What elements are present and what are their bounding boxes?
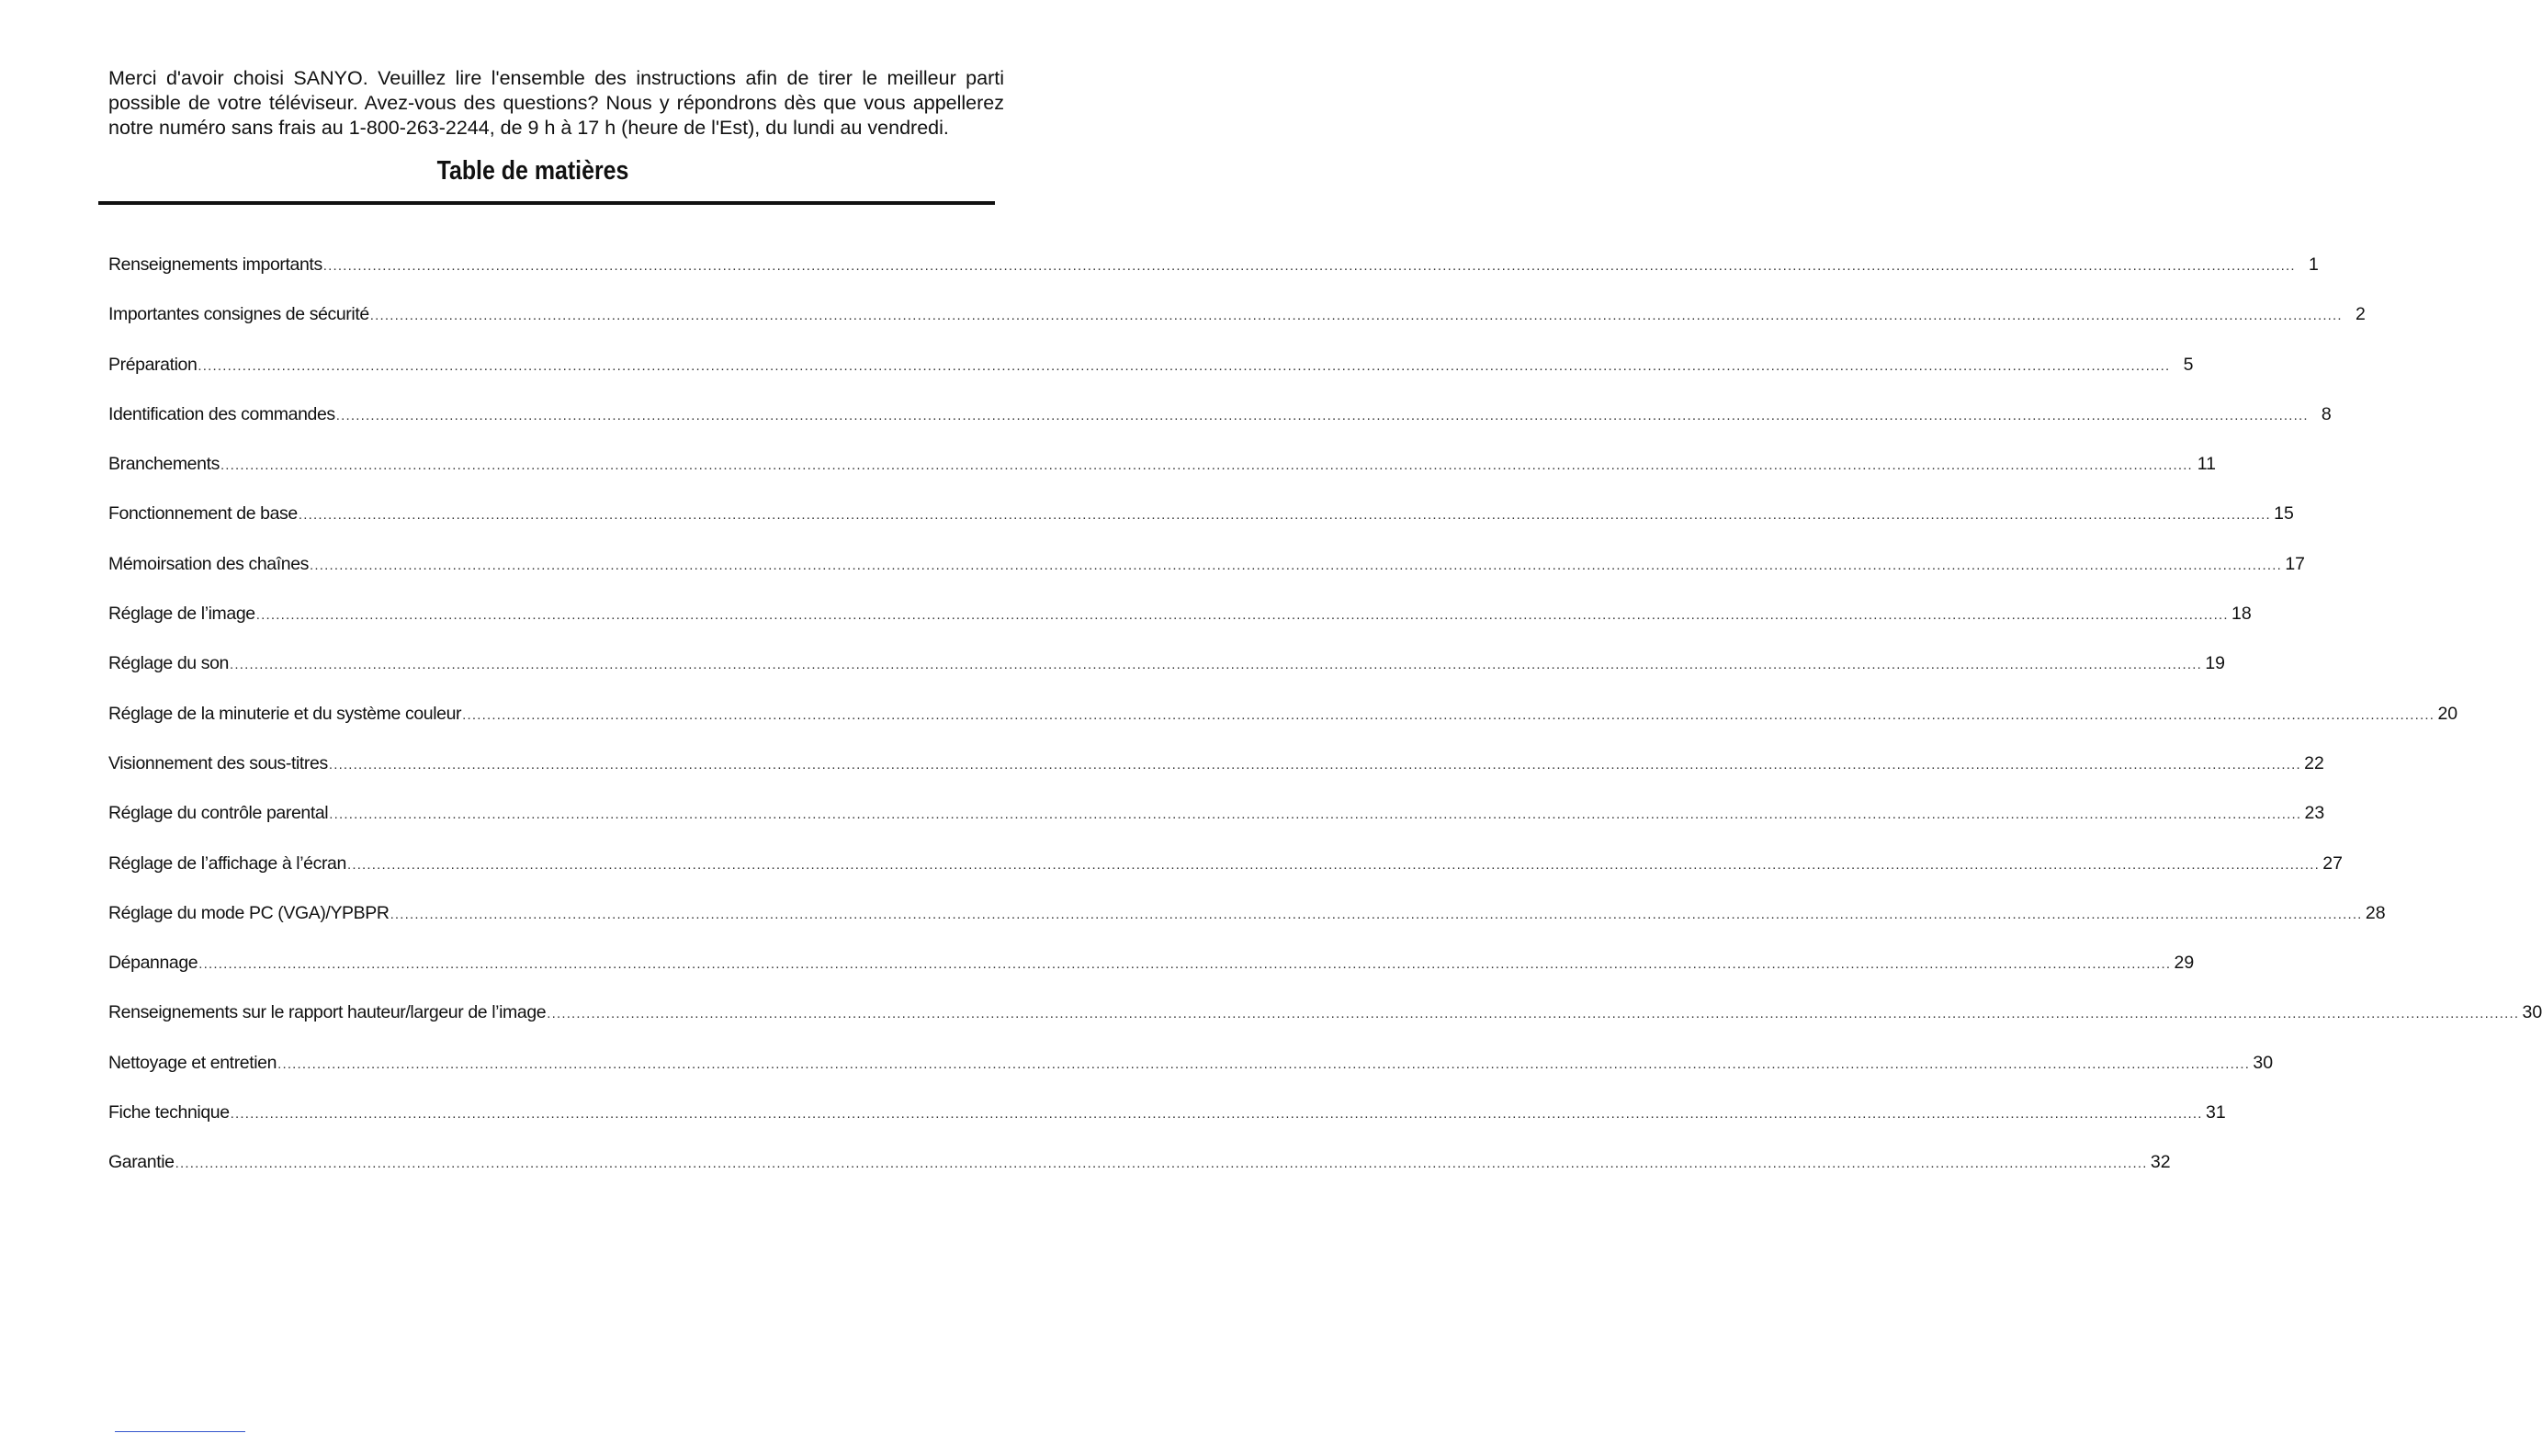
toc-entry-page: 15 [2274, 503, 2294, 525]
toc-entry[interactable] [108, 601, 2252, 650]
toc-entry-page: 11 [2197, 454, 2216, 475]
toc-entry[interactable] [108, 650, 2226, 700]
toc-dot-leader: ................................................................................................................................................................................................................................................................................................................................................................................................................ [230, 1106, 2203, 1123]
toc-dot-leader: ................................................................................................................................................................................................................................................................................................................................................................................................................ [390, 906, 2363, 922]
toc-dot-leader: ................................................................................................................................................................................................................................................................................................................................................................................................................ [220, 457, 2193, 474]
toc-entry[interactable] [108, 252, 2319, 301]
toc-entry-page: 2 [2355, 304, 2366, 325]
toc-entry[interactable] [108, 501, 2294, 550]
toc-dot-leader: ................................................................................................................................................................................................................................................................................................................................................................................................................ [369, 308, 2343, 324]
toc-entry[interactable] [108, 701, 2458, 751]
toc-entry[interactable] [108, 301, 2366, 351]
toc-entry-label: Branchements [108, 454, 220, 475]
toc-entry-page: 20 [2437, 703, 2458, 724]
toc-dot-leader: ................................................................................................................................................................................................................................................................................................................................................................................................................ [462, 706, 2435, 723]
toc-entry-label: Nettoyage et entretien [108, 1052, 277, 1073]
toc-entry-page: 27 [2322, 852, 2343, 874]
table-of-contents [108, 252, 2542, 1200]
toc-entry[interactable] [108, 800, 2325, 850]
toc-entry-page: 30 [2253, 1052, 2274, 1073]
toc-dot-leader: ................................................................................................................................................................................................................................................................................................................................................................................................................ [255, 607, 2229, 624]
toc-entry[interactable] [108, 1050, 2274, 1100]
intro-line-1: Merci d'avoir choisi SANYO. Veuillez lire l'ensemble des instructions afin de tirer le meilleur parti [108, 67, 1004, 89]
toc-dot-leader: ................................................................................................................................................................................................................................................................................................................................................................................................................ [175, 1156, 2148, 1172]
toc-entry-label: Préparation [108, 354, 198, 375]
toc-entry-label: Renseignements sur le rapport hauteur/largeur de l’image [108, 1002, 547, 1023]
toc-entry[interactable] [108, 751, 2324, 800]
toc-entry[interactable] [108, 950, 2195, 999]
toc-entry-label: Réglage du contrôle parental [108, 803, 329, 824]
toc-entry-label: Réglage du mode PC (VGA)/YPBPR [108, 902, 390, 923]
toc-entry[interactable] [108, 999, 2542, 1049]
toc-entry-label: Réglage du son [108, 653, 230, 674]
toc-entry-label: Renseignements importants [108, 254, 322, 275]
toc-dot-leader: ................................................................................................................................................................................................................................................................................................................................................................................................................ [277, 1055, 2251, 1072]
toc-entry-page: 30 [2522, 1002, 2542, 1023]
toc-dot-leader: ................................................................................................................................................................................................................................................................................................................................................................................................................ [298, 507, 2271, 524]
toc-entry-page: 18 [2231, 604, 2252, 625]
title-divider [98, 201, 995, 205]
toc-dot-leader: ................................................................................................................................................................................................................................................................................................................................................................................................................ [198, 357, 2171, 374]
toc-entry-page: 5 [2183, 354, 2194, 375]
toc-dot-leader: ................................................................................................................................................................................................................................................................................................................................................................................................................ [310, 557, 2283, 573]
toc-entry-label: Dépannage [108, 953, 198, 974]
toc-entry-page: 19 [2205, 653, 2226, 674]
footer-underline [115, 1431, 245, 1432]
toc-entry-page: 22 [2304, 752, 2324, 773]
toc-entry-page: 23 [2304, 803, 2325, 824]
page-title: Table de matières [436, 156, 629, 186]
toc-entry-label: Garantie [108, 1152, 175, 1173]
toc-entry-label: Mémoirsation des chaînes [108, 553, 310, 574]
toc-dot-leader: ................................................................................................................................................................................................................................................................................................................................................................................................................ [335, 407, 2309, 423]
toc-entry[interactable] [108, 451, 2216, 501]
toc-entry[interactable] [108, 352, 2194, 401]
toc-entry-page: 29 [2174, 953, 2195, 974]
toc-entry[interactable] [108, 851, 2343, 900]
toc-entry-label: Visionnement des sous-titres [108, 752, 328, 773]
toc-dot-leader: ................................................................................................................................................................................................................................................................................................................................................................................................................ [328, 756, 2301, 773]
toc-dot-leader: ................................................................................................................................................................................................................................................................................................................................................................................................................ [346, 856, 2320, 873]
intro-line-3: notre numéro sans frais au 1-800-263-2244, de 9 h à 17 h (heure de l'Est), du lundi au vendredi. [108, 117, 949, 139]
toc-entry-label: Réglage de l’image [108, 604, 255, 625]
toc-entry-page: 28 [2365, 902, 2386, 923]
toc-dot-leader: ................................................................................................................................................................................................................................................................................................................................................................................................................ [329, 807, 2302, 823]
toc-entry-label: Fiche technique [108, 1102, 230, 1123]
toc-dot-leader: ................................................................................................................................................................................................................................................................................................................................................................................................................ [547, 1006, 2520, 1022]
toc-dot-leader: ................................................................................................................................................................................................................................................................................................................................................................................................................ [198, 956, 2172, 973]
toc-dot-leader: ................................................................................................................................................................................................................................................................................................................................................................................................................ [230, 657, 2203, 673]
toc-entry[interactable] [108, 401, 2332, 451]
toc-entry-label: Fonctionnement de base [108, 503, 298, 525]
toc-entry-label: Importantes consignes de sécurité [108, 304, 369, 325]
toc-entry-label: Identification des commandes [108, 403, 335, 424]
toc-entry-page: 17 [2285, 553, 2306, 574]
toc-entry-page: 1 [2308, 254, 2319, 275]
toc-entry[interactable] [108, 1100, 2226, 1149]
toc-entry-label: Réglage de l’affichage à l’écran [108, 852, 346, 874]
toc-entry-page: 8 [2321, 403, 2332, 424]
toc-entry-page: 31 [2205, 1102, 2226, 1123]
toc-entry[interactable] [108, 551, 2306, 601]
intro-line-2: possible de votre téléviseur. Avez-vous des questions? Nous y répondrons dès que vous appellerez [108, 92, 1004, 114]
toc-entry-label: Réglage de la minuterie et du système couleur [108, 703, 462, 724]
toc-entry[interactable] [108, 900, 2386, 950]
toc-entry-page: 32 [2150, 1152, 2171, 1173]
toc-dot-leader: ................................................................................................................................................................................................................................................................................................................................................................................................................ [322, 258, 2296, 274]
toc-entry[interactable] [108, 1149, 2171, 1199]
intro-paragraph [108, 66, 1004, 141]
